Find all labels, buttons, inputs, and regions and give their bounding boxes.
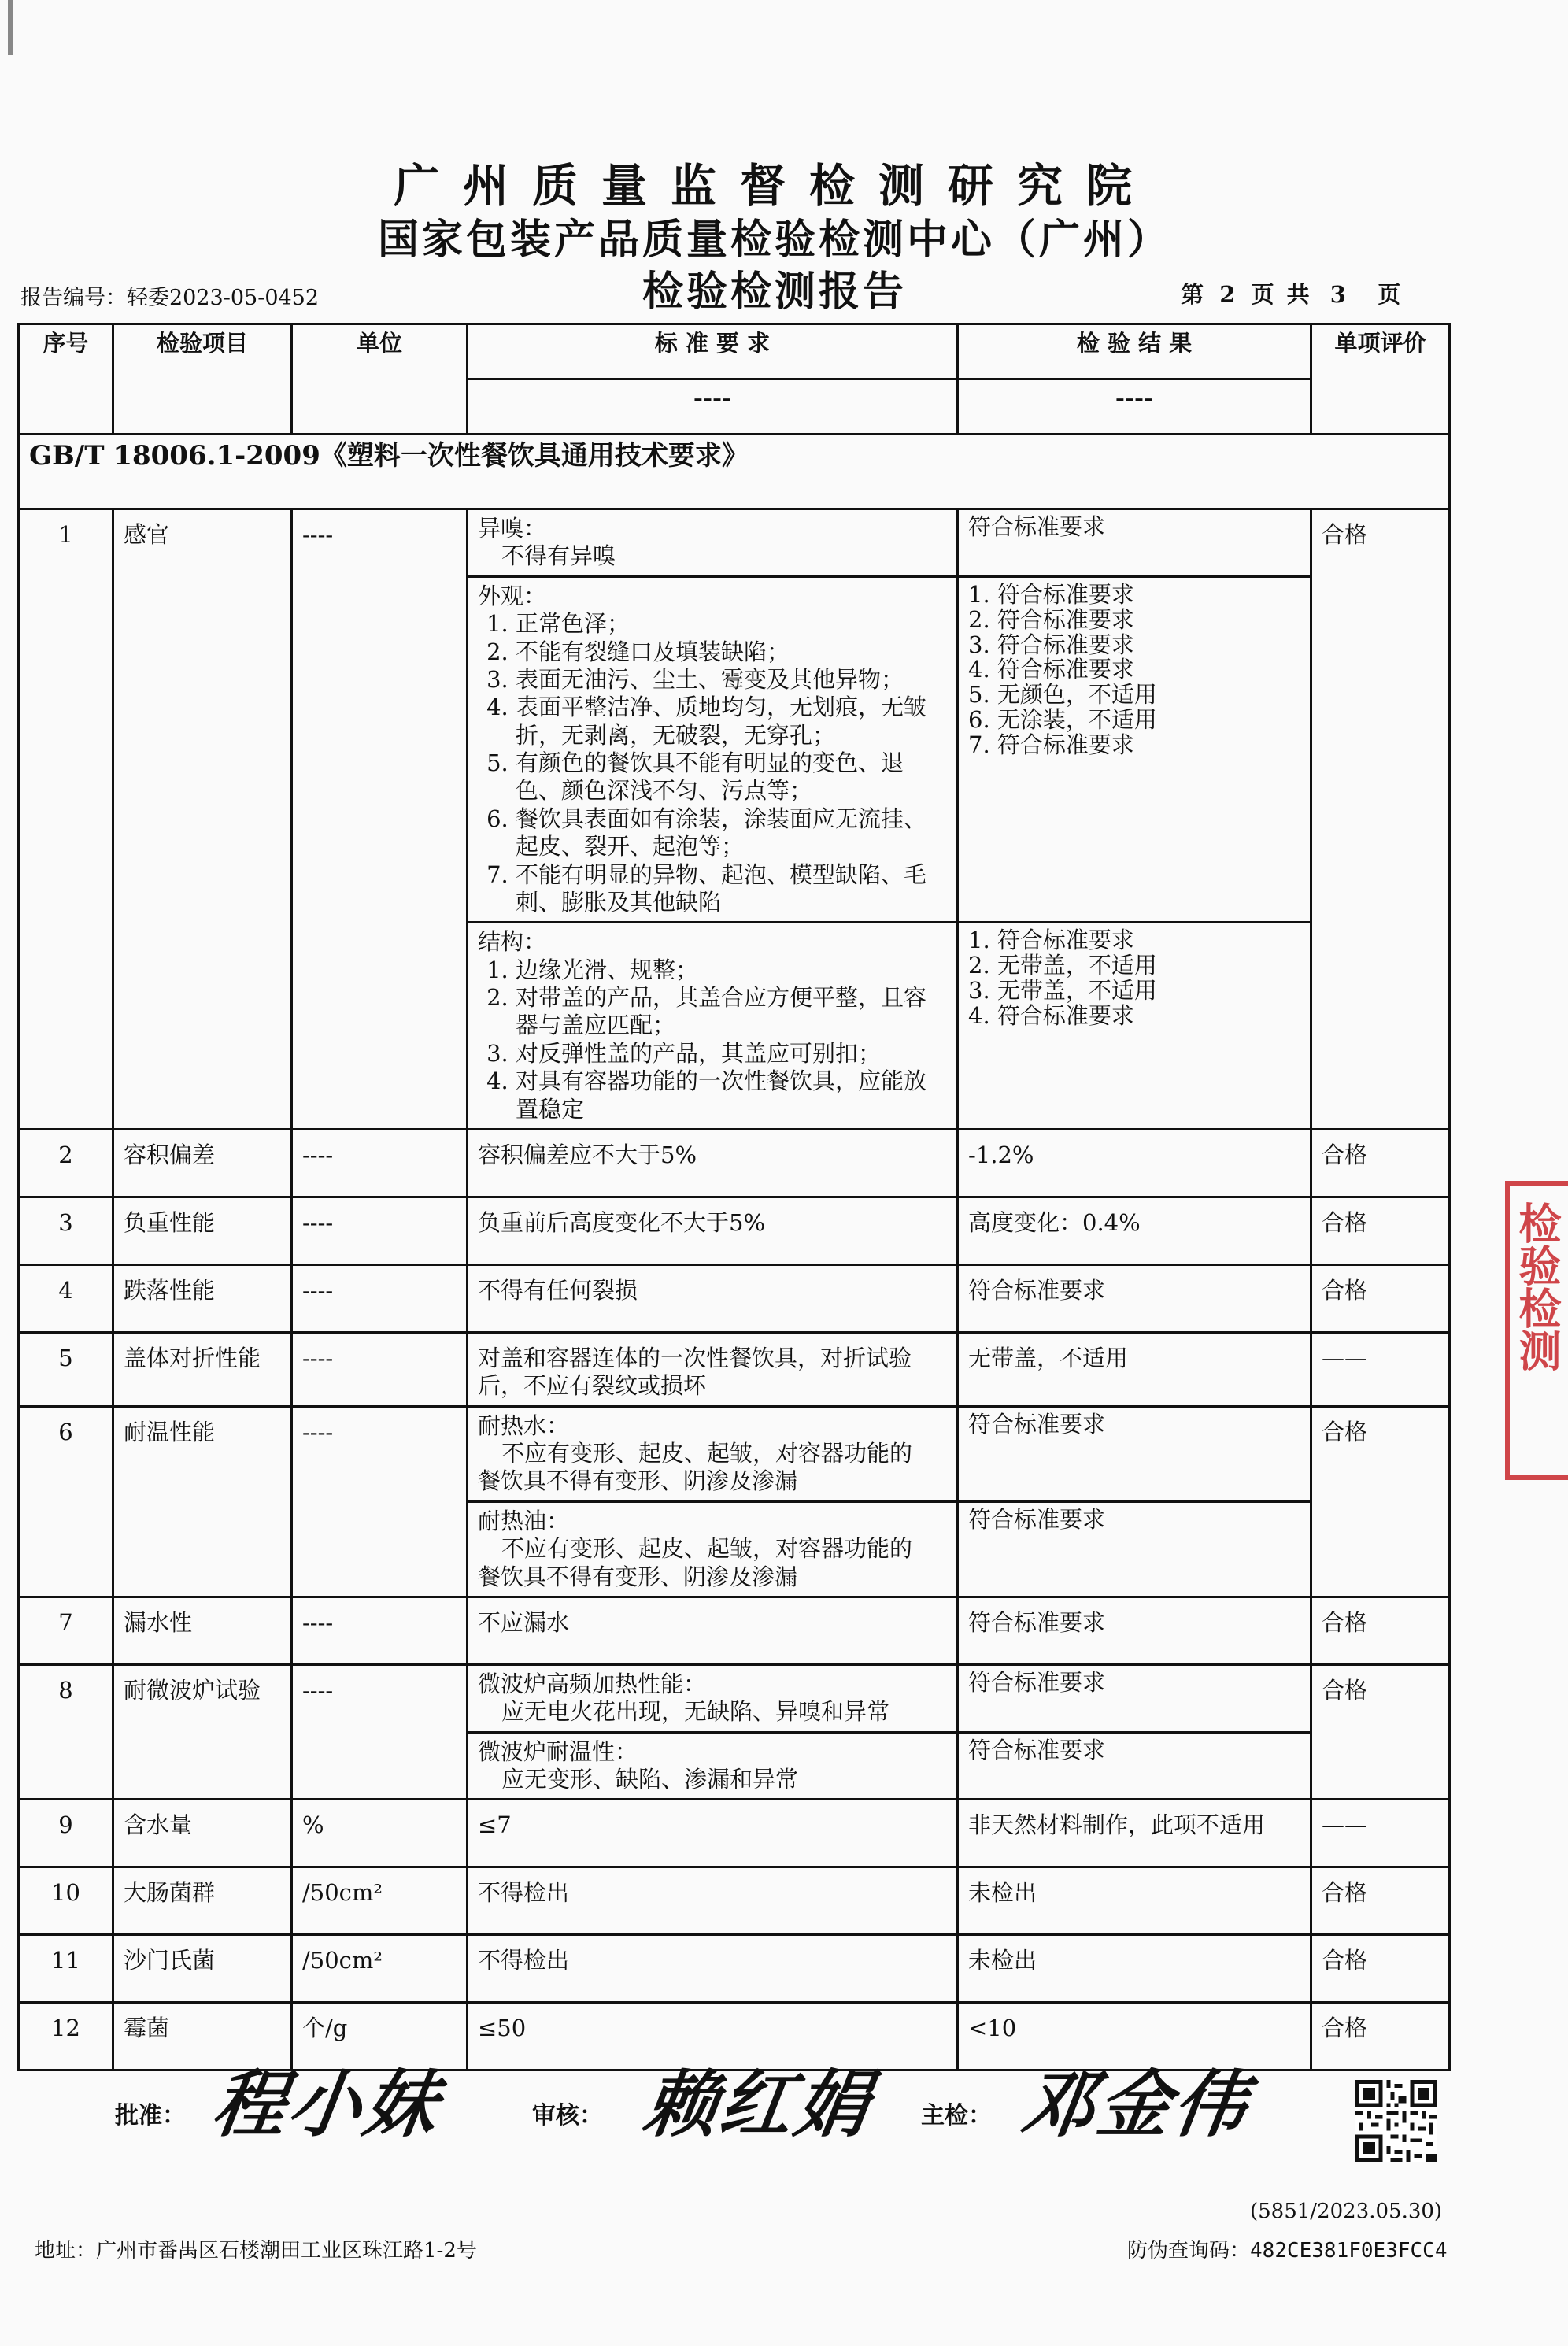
table-row — [19, 1597, 1450, 1664]
row-item: 负重性能 — [113, 1197, 292, 1264]
approve-signature: 程小妹 — [207, 2062, 446, 2147]
requirement-heading: 耐热油： — [478, 1507, 570, 1534]
qr-code-icon[interactable] — [1355, 2080, 1437, 2162]
result-text: 符合标准要求 — [968, 1736, 1106, 1763]
table-row — [19, 1406, 1450, 1501]
requirement-line: 不得有异嗅 — [501, 542, 616, 570]
row-unit: ---- — [292, 1664, 468, 1800]
result-line: 3. 符合标准要求 — [968, 631, 1134, 658]
row-item: 容积偏差 — [113, 1129, 292, 1197]
scan-edge-mark — [8, 0, 13, 55]
address-value: 广州市番禺区石楼潮田工业区珠江路1-2号 — [96, 2239, 477, 2263]
result-line: 2. 无带盖，不适用 — [968, 952, 1157, 979]
requirement-heading: 外观： — [478, 582, 547, 609]
row-result — [958, 509, 1311, 577]
row-requirement: 不得有任何裂损 — [468, 1264, 958, 1332]
requirement-heading: 结构： — [478, 928, 547, 956]
table-row — [19, 1664, 1450, 1732]
row-number: 1 — [19, 509, 113, 1130]
result-text: 符合标准要求 — [968, 1505, 1106, 1533]
requirement-line: 应无电火花出现，无缺陷、异嗅和异常 — [501, 1698, 890, 1726]
row-requirement: ≤7 — [468, 1800, 958, 1867]
row-unit: /50cm² — [292, 1935, 468, 2003]
table-row — [19, 1332, 1450, 1406]
col-header-result: 检 验 结 果 — [958, 324, 1311, 379]
row-item: 含水量 — [113, 1800, 292, 1867]
requirement-list — [478, 957, 947, 1123]
row-evaluation: 合格 — [1311, 1406, 1450, 1597]
row-requirement: 对盖和容器连体的一次性餐饮具，对折试验后，不应有裂纹或损坏 — [468, 1332, 958, 1406]
table-row — [19, 1129, 1450, 1197]
row-item: 大肠菌群 — [113, 1867, 292, 1935]
row-unit: ---- — [292, 1264, 468, 1332]
row-unit: ---- — [292, 1129, 468, 1197]
signature-row — [0, 2039, 1549, 2149]
result-line: 5. 无颜色，不适用 — [968, 681, 1157, 709]
result-line: 1. 符合标准要求 — [968, 580, 1134, 608]
review-label: 审核： — [532, 2102, 603, 2130]
requirement-line: 不应有变形、起皮、起皱，对容器功能的 — [501, 1535, 913, 1563]
row-number: 11 — [19, 1935, 113, 2003]
page-current: 2 — [1219, 281, 1236, 308]
requirement-heading: 微波炉高频加热性能： — [478, 1670, 707, 1697]
anti-fake-code — [1127, 2234, 1447, 2263]
table-row — [19, 1867, 1450, 1935]
row-number: 12 — [19, 2003, 113, 2070]
inspect-label: 主检： — [921, 2102, 992, 2130]
row-evaluation: 合格 — [1311, 2003, 1450, 2070]
result-text: 符合标准要求 — [968, 1668, 1106, 1696]
row-requirement — [468, 1406, 958, 1501]
requirement-heading: 耐热水： — [478, 1412, 570, 1439]
form-code-note: (5851/2023.05.30) — [1250, 2200, 1443, 2223]
row-item: 耐温性能 — [113, 1406, 292, 1597]
row-item: 漏水性 — [113, 1597, 292, 1664]
row-unit: ---- — [292, 1597, 468, 1664]
row-result: <10 — [958, 2003, 1311, 2070]
row-result — [958, 1732, 1311, 1800]
inspection-table — [17, 323, 1451, 2071]
row-result — [958, 923, 1311, 1130]
col-header-item: 检验项目 — [113, 324, 292, 435]
col-header-requirement: 标 准 要 求 — [468, 324, 958, 379]
row-item: 感官 — [113, 509, 292, 1130]
row-evaluation: 合格 — [1311, 1664, 1450, 1800]
row-number: 9 — [19, 1800, 113, 1867]
address-label: 地址： — [35, 2239, 97, 2263]
table-row — [19, 509, 1450, 577]
review-signature: 赖红娟 — [638, 2062, 878, 2147]
row-result — [958, 1664, 1311, 1732]
row-requirement — [468, 923, 958, 1130]
col-subheader-requirement: ---- — [468, 379, 958, 435]
row-result: 高度变化：0.4% — [958, 1197, 1311, 1264]
result-line: 2. 符合标准要求 — [968, 605, 1134, 633]
page-indicator — [1181, 277, 1400, 309]
row-requirement: 容积偏差应不大于5% — [468, 1129, 958, 1197]
report-number — [20, 280, 319, 311]
requirement-heading: 异嗅： — [478, 515, 547, 542]
row-requirement: 不应漏水 — [468, 1597, 958, 1664]
result-text: 符合标准要求 — [968, 1410, 1106, 1438]
row-item: 盖体对折性能 — [113, 1332, 292, 1406]
row-requirement: 不得检出 — [468, 1935, 958, 2003]
report-number-label: 报告编号： — [20, 286, 127, 310]
requirement-line: 应无变形、缺陷、渗漏和异常 — [501, 1766, 799, 1793]
row-unit: % — [292, 1800, 468, 1867]
row-item: 耐微波炉试验 — [113, 1664, 292, 1800]
center-name: 国家包装产品质量检验检测中心（广州） — [377, 216, 1171, 264]
row-requirement — [468, 576, 958, 923]
row-number: 2 — [19, 1129, 113, 1197]
requirement-heading: 微波炉耐温性： — [478, 1737, 638, 1765]
row-evaluation: 合格 — [1311, 1264, 1450, 1332]
result-line: 4. 符合标准要求 — [968, 1001, 1134, 1029]
row-number: 10 — [19, 1867, 113, 1935]
anti-fake-label: 防伪查询码： — [1127, 2239, 1251, 2263]
table-row — [19, 1800, 1450, 1867]
table-row — [19, 1935, 1450, 2003]
requirement-list-item: 2. 不能有裂缝口及填装缺陷； — [516, 638, 947, 666]
requirement-list-item: 1. 边缘光滑、规整； — [516, 957, 947, 984]
requirement-list-item: 7. 不能有明显的异物、起泡、模型缺陷、毛刺、膨胀及其他缺陷 — [516, 861, 947, 917]
row-result: 非天然材料制作，此项不适用 — [958, 1800, 1311, 1867]
standard-title: GB/T 18006.1-2009《塑料一次性餐饮具通用技术要求》 — [19, 435, 1450, 509]
page-prefix: 第 — [1181, 281, 1204, 308]
row-evaluation: —— — [1311, 1332, 1450, 1406]
row-requirement — [468, 1732, 958, 1800]
col-subheader-result: ---- — [958, 379, 1311, 435]
row-item: 霉菌 — [113, 2003, 292, 2070]
report-number-value: 轻委2023-05-0452 — [127, 286, 320, 310]
row-result: 无带盖，不适用 — [958, 1332, 1311, 1406]
row-result — [958, 1501, 1311, 1597]
institute-name: 广州质量监督检测研究院 — [393, 159, 1156, 213]
row-requirement: 负重前后高度变化不大于5% — [468, 1197, 958, 1264]
row-requirement — [468, 509, 958, 577]
row-result: 符合标准要求 — [958, 1264, 1311, 1332]
inspect-signature: 邓金伟 — [1016, 2062, 1256, 2147]
requirement-line: 餐饮具不得有变形、阴渗及渗漏 — [478, 1563, 798, 1590]
row-unit: ---- — [292, 1332, 468, 1406]
result-line: 4. 符合标准要求 — [968, 656, 1134, 683]
requirement-list — [478, 610, 947, 916]
red-seal-stamp: 检验检测 — [1505, 1181, 1568, 1480]
row-result — [958, 1406, 1311, 1501]
row-evaluation: 合格 — [1311, 1197, 1450, 1264]
requirement-line: 餐饮具不得有变形、阴渗及渗漏 — [478, 1467, 798, 1495]
row-result: 未检出 — [958, 1867, 1311, 1935]
row-requirement — [468, 1664, 958, 1732]
row-unit: ---- — [292, 1406, 468, 1597]
requirement-list-item: 4. 对具有容器功能的一次性餐饮具，应能放置稳定 — [516, 1068, 947, 1123]
row-unit: ---- — [292, 509, 468, 1130]
row-evaluation: 合格 — [1311, 1597, 1450, 1664]
page-suffix: 页 — [1378, 281, 1401, 308]
requirement-line: 不应有变形、起皮、起皱，对容器功能的 — [501, 1440, 913, 1467]
row-requirement: 不得检出 — [468, 1867, 958, 1935]
result-line: 6. 无涂装，不适用 — [968, 706, 1157, 734]
row-result — [958, 576, 1311, 923]
approve-label: 批准： — [115, 2102, 186, 2130]
address — [35, 2234, 477, 2263]
requirement-list-item: 5. 有颜色的餐饮具不能有明显的变色、退色、颜色深浅不匀、污点等； — [516, 749, 947, 805]
row-unit: /50cm² — [292, 1867, 468, 1935]
row-number: 6 — [19, 1406, 113, 1597]
row-requirement — [468, 1501, 958, 1597]
row-requirement: ≤50 — [468, 2003, 958, 2070]
requirement-list-item: 1. 正常色泽； — [516, 610, 947, 638]
row-evaluation: 合格 — [1311, 1867, 1450, 1935]
result-line: 7. 符合标准要求 — [968, 731, 1134, 759]
row-evaluation: —— — [1311, 1800, 1450, 1867]
row-number: 8 — [19, 1664, 113, 1800]
requirement-list-item: 6. 餐饮具表面如有涂装，涂装面应无流挂、起皮、裂开、起泡等； — [516, 805, 947, 861]
row-evaluation: 合格 — [1311, 1129, 1450, 1197]
row-number: 3 — [19, 1197, 113, 1264]
row-evaluation: 合格 — [1311, 509, 1450, 1130]
col-header-no: 序号 — [19, 324, 113, 435]
report-title: 检验检测报告 — [642, 268, 907, 316]
row-result: -1.2% — [958, 1129, 1311, 1197]
row-result: 符合标准要求 — [958, 1597, 1311, 1664]
result-line: 1. 符合标准要求 — [968, 927, 1134, 954]
row-unit: 个/g — [292, 2003, 468, 2070]
result-text: 符合标准要求 — [968, 513, 1106, 540]
table-row — [19, 1264, 1450, 1332]
anti-fake-value: 482CE381F0E3FCC4 — [1250, 2239, 1448, 2263]
row-number: 7 — [19, 1597, 113, 1664]
row-number: 5 — [19, 1332, 113, 1406]
row-item: 跌落性能 — [113, 1264, 292, 1332]
row-number: 4 — [19, 1264, 113, 1332]
requirement-list-item: 4. 表面平整洁净、质地均匀，无划痕，无皱折，无剥离，无破裂，无穿孔； — [516, 694, 947, 749]
col-header-unit: 单位 — [292, 324, 468, 435]
requirement-list-item: 3. 表面无油污、尘土、霉变及其他异物； — [516, 666, 947, 694]
row-evaluation: 合格 — [1311, 1935, 1450, 2003]
page-mid: 页共 — [1251, 281, 1322, 308]
result-line: 3. 无带盖，不适用 — [968, 977, 1157, 1005]
row-item: 沙门氏菌 — [113, 1935, 292, 2003]
row-result: 未检出 — [958, 1935, 1311, 2003]
requirement-list-item: 3. 对反弹性盖的产品，其盖应可别扣； — [516, 1040, 947, 1068]
requirement-list-item: 2. 对带盖的产品，其盖合应方便平整，且容器与盖应匹配； — [516, 984, 947, 1040]
row-unit: ---- — [292, 1197, 468, 1264]
page-total: 3 — [1329, 281, 1346, 308]
col-header-evaluation: 单项评价 — [1311, 324, 1450, 435]
table-row — [19, 1197, 1450, 1264]
